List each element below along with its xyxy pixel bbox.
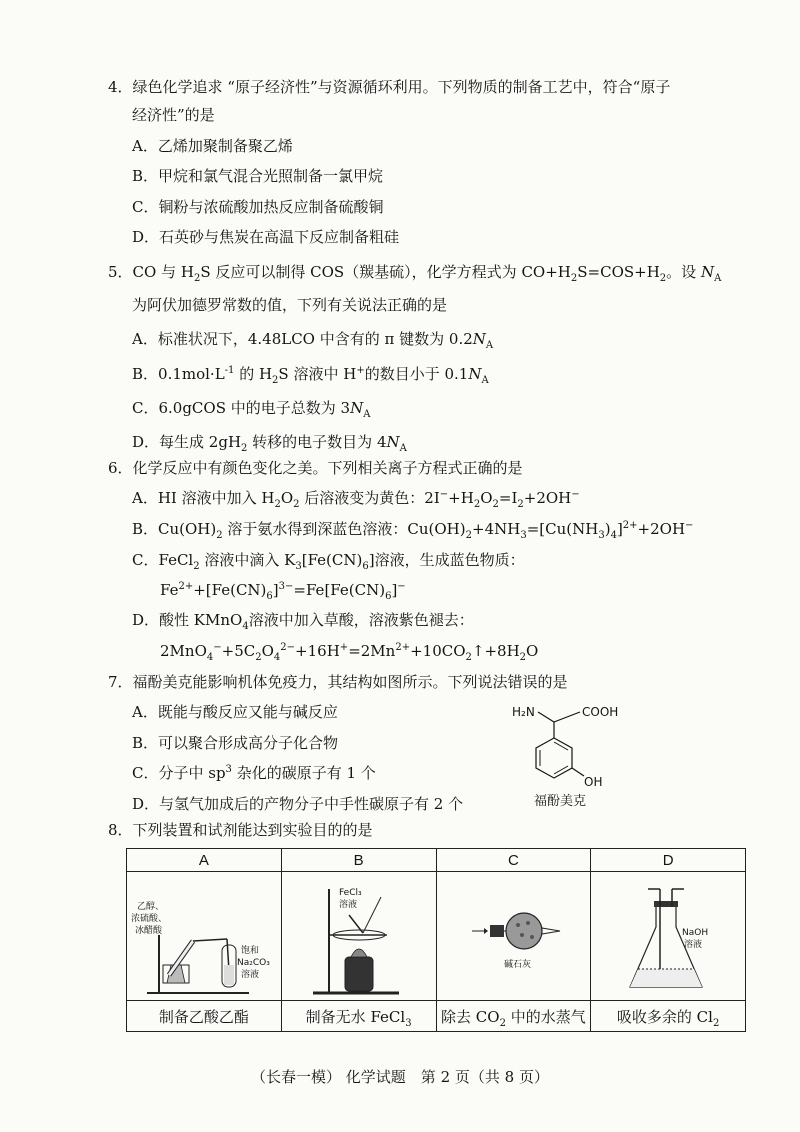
amino-label: H₂N (512, 705, 535, 719)
q7-option-d: D．与氢气加成后的产物分子中手性碳原子有 2 个 (132, 795, 464, 813)
q6-option-b: B．$Cu(OH)_2$ 溶于氨水得到深蓝色溶液：$Cu(OH)_2+4NH_3=[Cu(NH_3)_4]^{2+}+2OH^-$ (132, 520, 694, 541)
label-a2: 浓硫酸、 (130, 914, 167, 924)
label-b2: 溶液 (338, 900, 357, 910)
q5-option-d: D．每生成 $2gH_2$ 转移的电子数目为 $4N_A$ (132, 433, 407, 454)
carboxyl-label: COOH (582, 705, 619, 719)
q4-option-a: A．乙烯加聚制备聚乙烯 (132, 137, 293, 155)
q4-option-c: C．铜粉与浓硫酸加热反应制备硫酸铜 (132, 198, 384, 216)
benzene-ring (536, 738, 572, 778)
q7-stem: 7．福酚美克能影响机体免疫力，其结构如图所示。下列说法错误的是 (108, 673, 568, 691)
label-a4: 饱和 (240, 946, 259, 956)
q7-option-b: B．可以聚合形成高分子化合物 (132, 734, 339, 752)
caption-b: 制备无水 FeCl$_3$ (281, 1001, 436, 1032)
q4-option-b: B．甲烷和氯气混合光照制备一氯甲烷 (132, 167, 384, 185)
label-a5: Na₂CO₃ (236, 958, 270, 968)
apparatus-c-figure (438, 875, 588, 997)
q4-stem-line1: 4．绿色化学追求 “原子经济性”与资源循环利用。下列物质的制备工艺中，符合“原子 (108, 78, 671, 96)
caption-d: 吸收多余的 $Cl_2$ (591, 1001, 746, 1032)
q6-option-c: C．FeCl$_2$ 溶液中滴入 $K_3[Fe(CN)_6]$溶液，生成蓝色物质： (132, 551, 525, 572)
q8-stem: 8．下列装置和试剂能达到实验目的的是 (108, 821, 373, 839)
label-a6: 溶液 (240, 970, 259, 980)
q5-option-c: C．6.0gCOS 中的电子总数为 $3N_A$ (132, 399, 371, 420)
caption-c: 除去 $CO_2$ 中的水蒸气 (436, 1001, 591, 1032)
q6-option-d-equation: $2MnO_4^-+5C_2O_4^{2-}+16H^+=2Mn^{2+}+10CO_2↑+8H_2O$ (160, 642, 539, 663)
q6-stem: 6．化学反应中有颜色变化之美。下列相关离子方程式正确的是 (108, 459, 523, 477)
label-a1: 乙醇、 (136, 902, 164, 912)
apparatus-d-figure (598, 875, 738, 997)
q4-stem-line2: 经济性”的是 (132, 106, 215, 124)
apparatus-b-figure (289, 875, 429, 997)
apparatus-table (126, 848, 746, 1032)
apparatus-c-cell (436, 872, 591, 1001)
col-header-c: C (436, 849, 591, 872)
page-footer: （长春一模） 化学试题 第 2 页（共 8 页） (251, 1068, 549, 1086)
label-b1: FeCl₃ (338, 888, 362, 898)
q6-option-a: A．HI 溶液中加入 $H_2O_2$ 后溶液变为黄色：$2I^-+H_2O_2=I_2+2OH^-$ (132, 489, 580, 510)
q5-stem-line1: 5．CO 与 $H_2S$ 反应可以制得 COS（羰基硫），化学方程式为 $CO+H_2S=COS+H_2$。设 $N_A$ (108, 263, 722, 284)
q5-option-a: A．标准状况下，4.48LCO 中含有的 π 键数为 $0.2N_A$ (132, 330, 494, 351)
structure-caption: 福酚美克 (534, 794, 587, 809)
apparatus-d-cell (591, 872, 746, 1001)
label-d1: NaOH (682, 928, 709, 938)
apparatus-a-figure (129, 875, 279, 997)
q4-option-d: D．石英砂与焦炭在高温下反应制备粗硅 (132, 228, 400, 246)
q5-stem-line2: 为阿伏加德罗常数的值，下列有关说法正确的是 (132, 296, 448, 314)
q5-option-b: B．$0.1mol\cdot L^{-1}$ 的 $H_2S$ 溶液中 H+的数目小于 $0.1N_A$ (132, 365, 489, 386)
label-a3: 冰醋酸 (134, 926, 162, 936)
col-header-b: B (281, 849, 436, 872)
caption-a: 制备乙酸乙酯 (127, 1001, 282, 1032)
hydroxyl-label: OH (584, 775, 603, 789)
label-d2: 溶液 (684, 940, 703, 950)
q6-option-c-equation: $Fe^{2+}+[Fe(CN)_6]^{3-}=Fe[Fe(CN)_6]^-$ (160, 581, 406, 602)
apparatus-b-cell (281, 872, 436, 1001)
col-header-d: D (591, 849, 746, 872)
label-c1: 碱石灰 (504, 960, 532, 970)
q6-option-d: D．酸性 KMnO$_4$溶液中加入草酸，溶液紫色褪去： (132, 611, 474, 632)
apparatus-a-cell (127, 872, 282, 1001)
q7-option-a: A．既能与酸反应又能与碱反应 (132, 703, 338, 721)
q7-option-c: C．分子中 $sp^3$ 杂化的碳原子有 1 个 (132, 764, 376, 782)
col-header-a: A (127, 849, 282, 872)
